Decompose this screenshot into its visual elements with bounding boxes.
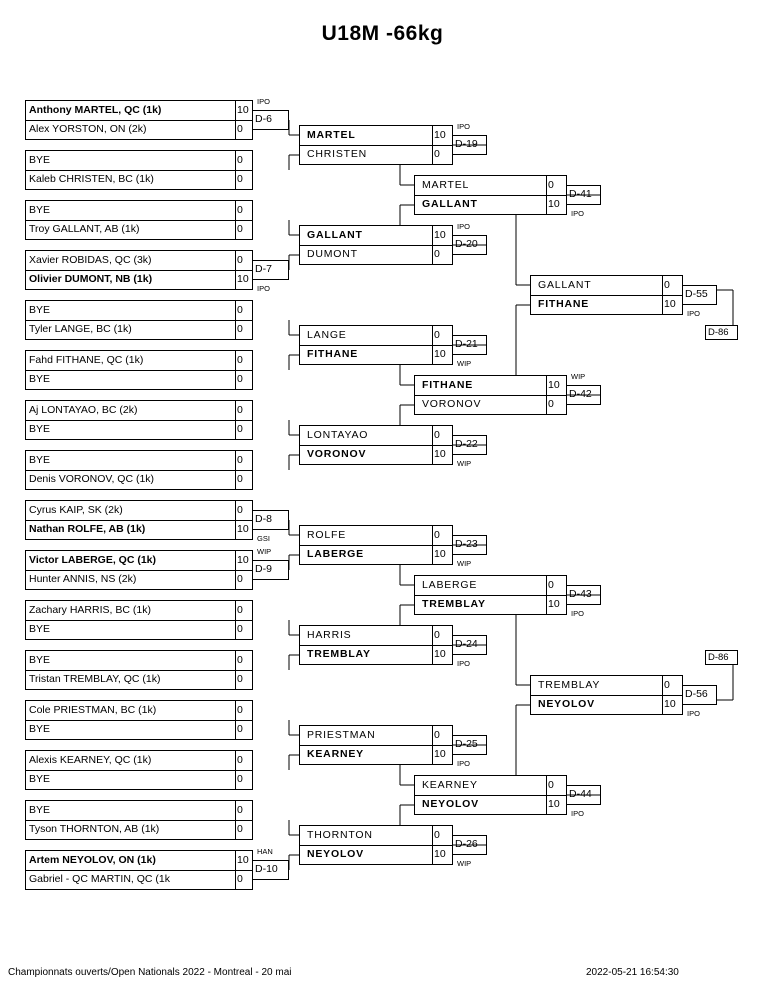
match-code[interactable]: D-9 (255, 563, 272, 575)
competitor-name[interactable]: GALLANT (422, 198, 478, 210)
competitor-score: 0 (237, 473, 243, 485)
row-divider (26, 220, 252, 221)
match-code-frame (253, 560, 289, 580)
match-box (414, 775, 567, 815)
match-code[interactable]: D-24 (455, 638, 478, 650)
match-code-frame (453, 235, 487, 255)
match-box (299, 325, 453, 365)
row-divider (26, 570, 252, 571)
match-code-frame (453, 835, 487, 855)
competitor-name[interactable]: ROLFE (307, 529, 347, 541)
match-box (25, 800, 253, 840)
match-box (299, 125, 453, 165)
competitor-score: 0 (237, 254, 243, 266)
competitor-score: 0 (237, 873, 243, 885)
score-divider (235, 101, 236, 139)
competitor-score: 10 (664, 298, 676, 310)
score-divider (235, 851, 236, 889)
result-tag: WIP (457, 459, 472, 468)
score-divider (235, 301, 236, 339)
score-divider (546, 776, 547, 814)
competitor-score: 10 (434, 348, 446, 360)
competitor-score: 10 (664, 698, 676, 710)
result-tag: HAN (257, 847, 273, 856)
match-box (299, 625, 453, 665)
row-divider (415, 395, 566, 396)
match-code-frame (567, 785, 601, 805)
competitor-score: 0 (237, 404, 243, 416)
row-divider (300, 845, 452, 846)
competitor-name[interactable]: Tristan TREMBLAY, QC (1k) (29, 673, 161, 685)
competitor-score: 0 (237, 373, 243, 385)
side-ref-box[interactable]: D-86 (705, 325, 738, 340)
match-box (25, 750, 253, 790)
row-divider (26, 120, 252, 121)
competitor-score: 0 (237, 773, 243, 785)
competitor-score: 0 (237, 654, 243, 666)
competitor-name[interactable]: FITHANE (422, 379, 474, 391)
competitor-name[interactable]: TREMBLAY (307, 648, 371, 660)
competitor-score: 10 (434, 548, 446, 560)
competitor-name[interactable]: BYE (29, 454, 51, 466)
score-divider (432, 226, 433, 264)
competitor-name[interactable]: VORONOV (422, 398, 482, 410)
competitor-name[interactable]: BYE (29, 723, 51, 735)
competitor-name[interactable]: Denis VORONOV, QC (1k) (29, 473, 155, 485)
match-box (25, 500, 253, 540)
result-tag: WIP (257, 547, 272, 556)
result-tag: IPO (571, 609, 584, 618)
match-code-frame (453, 135, 487, 155)
competitor-score: 0 (237, 723, 243, 735)
score-divider (432, 626, 433, 664)
competitor-score: 0 (434, 248, 440, 260)
match-code[interactable]: D-6 (255, 113, 272, 125)
competitor-score: 10 (237, 554, 249, 566)
competitor-name[interactable]: BYE (29, 373, 51, 385)
competitor-score: 0 (237, 754, 243, 766)
match-code-frame (453, 535, 487, 555)
match-code-frame (683, 685, 717, 705)
competitor-score: 10 (237, 104, 249, 116)
row-divider (26, 420, 252, 421)
row-divider (300, 345, 452, 346)
competitor-name[interactable]: THORNTON (307, 829, 373, 841)
competitor-score: 0 (237, 573, 243, 585)
competitor-score: 10 (434, 448, 446, 460)
competitor-name[interactable]: Alex YORSTON, ON (2k) (29, 123, 147, 135)
match-code[interactable]: D-25 (455, 738, 478, 750)
competitor-name[interactable]: Cole PRIESTMAN, BC (1k) (29, 704, 157, 716)
competitor-name[interactable]: CHRISTEN (307, 148, 368, 160)
competitor-name[interactable]: FITHANE (307, 348, 359, 360)
row-divider (26, 720, 252, 721)
match-box (299, 425, 453, 465)
match-code[interactable]: D-43 (569, 588, 592, 600)
competitor-name[interactable]: PRIESTMAN (307, 729, 376, 741)
match-box (25, 600, 253, 640)
match-code-frame (453, 635, 487, 655)
competitor-name[interactable]: BYE (29, 423, 51, 435)
competitor-name[interactable]: BYE (29, 654, 51, 666)
competitor-name[interactable]: Xavier ROBIDAS, QC (3k) (29, 254, 152, 266)
page-title: U18M -66kg (321, 22, 444, 45)
competitor-name[interactable]: Aj LONTAYAO, BC (2k) (29, 404, 138, 416)
competitor-score: 0 (237, 323, 243, 335)
result-tag: IPO (457, 759, 470, 768)
competitor-name[interactable]: TREMBLAY (538, 679, 601, 691)
competitor-name[interactable]: Hunter ANNIS, NS (2k) (29, 573, 137, 585)
competitor-score: 0 (237, 504, 243, 516)
match-code-frame (453, 435, 487, 455)
competitor-name[interactable]: HARRIS (307, 629, 352, 641)
score-divider (432, 726, 433, 764)
competitor-score: 0 (434, 329, 440, 341)
match-code-frame (567, 585, 601, 605)
match-box (25, 200, 253, 240)
competitor-name[interactable]: BYE (29, 623, 51, 635)
competitor-score: 0 (237, 454, 243, 466)
competitor-name[interactable]: NEYOLOV (422, 798, 479, 810)
competitor-score: 10 (434, 648, 446, 660)
result-tag: IPO (571, 809, 584, 818)
match-box (25, 350, 253, 390)
match-box (299, 725, 453, 765)
competitor-name[interactable]: LABERGE (307, 548, 364, 560)
score-divider (432, 826, 433, 864)
competitor-name[interactable]: LABERGE (422, 579, 478, 591)
match-code-frame (253, 260, 289, 280)
competitor-name[interactable]: NEYOLOV (307, 848, 364, 860)
row-divider (26, 520, 252, 521)
competitor-score: 0 (434, 529, 440, 541)
competitor-score: 0 (237, 154, 243, 166)
score-divider (546, 376, 547, 414)
score-divider (235, 451, 236, 489)
result-tag: IPO (457, 122, 470, 131)
footer-event: Championnats ouverts/Open Nationals 2022 - Montreal - 20 mai (8, 967, 292, 978)
row-divider (26, 620, 252, 621)
score-divider (546, 176, 547, 214)
competitor-score: 0 (434, 148, 440, 160)
competitor-score: 10 (548, 198, 560, 210)
result-tag: IPO (571, 209, 584, 218)
row-divider (26, 820, 252, 821)
match-box (25, 850, 253, 890)
match-code-frame (253, 110, 289, 130)
result-tag: GSI (257, 534, 270, 543)
match-code[interactable]: D-8 (255, 513, 272, 525)
competitor-score: 10 (548, 379, 560, 391)
competitor-name[interactable]: Artem NEYOLOV, ON (1k) (29, 854, 156, 866)
competitor-name[interactable]: BYE (29, 804, 51, 816)
competitor-name[interactable]: Gabriel - QC MARTIN, QC (1k (29, 873, 170, 885)
match-box (299, 825, 453, 865)
competitor-score: 10 (434, 848, 446, 860)
competitor-score: 0 (237, 673, 243, 685)
competitor-name[interactable]: Troy GALLANT, AB (1k) (29, 223, 140, 235)
row-divider (415, 595, 566, 596)
match-box (25, 150, 253, 190)
competitor-score: 0 (237, 304, 243, 316)
competitor-score: 10 (434, 129, 446, 141)
competitor-name[interactable]: KEARNEY (422, 779, 478, 791)
score-divider (235, 551, 236, 589)
competitor-name[interactable]: DUMONT (307, 248, 358, 260)
row-divider (26, 870, 252, 871)
competitor-name[interactable]: Alexis KEARNEY, QC (1k) (29, 754, 152, 766)
score-divider (235, 701, 236, 739)
score-divider (432, 326, 433, 364)
competitor-name[interactable]: VORONOV (307, 448, 367, 460)
competitor-score: 0 (664, 679, 670, 691)
score-divider (235, 751, 236, 789)
match-code-frame (253, 860, 289, 880)
competitor-score: 10 (237, 273, 249, 285)
row-divider (300, 245, 452, 246)
row-divider (531, 295, 682, 296)
competitor-score: 10 (434, 748, 446, 760)
match-box (414, 575, 567, 615)
match-code[interactable]: D-55 (685, 288, 708, 300)
competitor-name[interactable]: TREMBLAY (422, 598, 486, 610)
row-divider (26, 270, 252, 271)
row-divider (300, 645, 452, 646)
score-divider (235, 151, 236, 189)
competitor-score: 0 (237, 604, 243, 616)
result-tag: IPO (457, 659, 470, 668)
match-code[interactable]: D-41 (569, 188, 592, 200)
competitor-score: 0 (434, 629, 440, 641)
score-divider (432, 126, 433, 164)
match-code[interactable]: D-7 (255, 263, 272, 275)
competitor-score: 10 (237, 854, 249, 866)
row-divider (26, 470, 252, 471)
competitor-score: 10 (237, 523, 249, 535)
competitor-name[interactable]: Tyson THORNTON, AB (1k) (29, 823, 160, 835)
competitor-name[interactable]: Victor LABERGE, QC (1k) (29, 554, 156, 566)
competitor-score: 0 (237, 123, 243, 135)
result-tag: WIP (571, 372, 586, 381)
competitor-score: 10 (548, 798, 560, 810)
score-divider (235, 401, 236, 439)
match-box (25, 300, 253, 340)
competitor-score: 0 (434, 729, 440, 741)
competitor-score: 0 (237, 173, 243, 185)
result-tag: IPO (687, 309, 700, 318)
match-box (414, 375, 567, 415)
side-ref-box[interactable]: D-86 (705, 650, 738, 665)
result-tag: IPO (457, 222, 470, 231)
match-code-frame (453, 735, 487, 755)
competitor-score: 0 (237, 804, 243, 816)
match-code[interactable]: D-56 (685, 688, 708, 700)
competitor-score: 10 (548, 598, 560, 610)
competitor-name[interactable]: LONTAYAO (307, 429, 369, 441)
score-divider (235, 601, 236, 639)
match-box (299, 225, 453, 265)
match-code-frame (683, 285, 717, 305)
row-divider (300, 745, 452, 746)
match-code-frame (567, 185, 601, 205)
competitor-name[interactable]: GALLANT (307, 229, 363, 241)
match-code-frame (567, 385, 601, 405)
footer-timestamp: 2022-05-21 16:54:30 (586, 967, 679, 978)
competitor-score: 0 (548, 779, 554, 791)
match-code-frame (253, 510, 289, 530)
match-code[interactable]: D-44 (569, 788, 592, 800)
competitor-score: 0 (548, 579, 554, 591)
competitor-name[interactable]: NEYOLOV (538, 698, 595, 710)
score-divider (546, 576, 547, 614)
competitor-name[interactable]: MARTEL (307, 129, 356, 141)
competitor-name[interactable]: Zachary HARRIS, BC (1k) (29, 604, 151, 616)
score-divider (235, 201, 236, 239)
row-divider (531, 695, 682, 696)
score-divider (235, 501, 236, 539)
row-divider (26, 770, 252, 771)
competitor-name[interactable]: BYE (29, 773, 51, 785)
competitor-name[interactable]: Tyler LANGE, BC (1k) (29, 323, 132, 335)
score-divider (235, 801, 236, 839)
row-divider (26, 670, 252, 671)
match-code[interactable]: D-22 (455, 438, 478, 450)
match-box (530, 275, 683, 315)
competitor-name[interactable]: LANGE (307, 329, 347, 341)
row-divider (300, 145, 452, 146)
match-box (25, 400, 253, 440)
competitor-score: 0 (434, 429, 440, 441)
match-code[interactable]: D-21 (455, 338, 478, 350)
match-box (25, 700, 253, 740)
competitor-score: 0 (237, 823, 243, 835)
competitor-name[interactable]: KEARNEY (307, 748, 364, 760)
score-divider (235, 351, 236, 389)
match-box (299, 525, 453, 565)
competitor-score: 0 (548, 398, 554, 410)
match-box (25, 250, 253, 290)
result-tag: WIP (457, 559, 472, 568)
result-tag: WIP (457, 859, 472, 868)
match-code-frame (453, 335, 487, 355)
competitor-name[interactable]: Cyrus KAIP, SK (2k) (29, 504, 123, 516)
competitor-score: 0 (237, 704, 243, 716)
competitor-score: 0 (237, 204, 243, 216)
competitor-score: 0 (434, 829, 440, 841)
competitor-score: 0 (237, 423, 243, 435)
result-tag: IPO (687, 709, 700, 718)
score-divider (432, 526, 433, 564)
competitor-score: 10 (434, 229, 446, 241)
score-divider (662, 276, 663, 314)
match-code[interactable]: D-19 (455, 138, 478, 150)
competitor-name[interactable]: BYE (29, 204, 51, 216)
competitor-score: 0 (237, 223, 243, 235)
row-divider (415, 795, 566, 796)
match-code[interactable]: D-20 (455, 238, 478, 250)
competitor-name[interactable]: Kaleb CHRISTEN, BC (1k) (29, 173, 154, 185)
row-divider (26, 170, 252, 171)
match-code[interactable]: D-42 (569, 388, 592, 400)
row-divider (300, 445, 452, 446)
result-tag: IPO (257, 284, 270, 293)
row-divider (300, 545, 452, 546)
score-divider (235, 651, 236, 689)
score-divider (432, 426, 433, 464)
match-box (414, 175, 567, 215)
match-code[interactable]: D-23 (455, 538, 478, 550)
row-divider (415, 195, 566, 196)
competitor-name[interactable]: Nathan ROLFE, AB (1k) (29, 523, 146, 535)
match-box (25, 100, 253, 140)
competitor-name[interactable]: Fahd FITHANE, QC (1k) (29, 354, 144, 366)
competitor-score: 0 (548, 179, 554, 191)
row-divider (26, 320, 252, 321)
competitor-score: 0 (237, 354, 243, 366)
match-code[interactable]: D-10 (255, 863, 278, 875)
competitor-name[interactable]: Anthony MARTEL, QC (1k) (29, 104, 162, 116)
match-box (25, 550, 253, 590)
match-code[interactable]: D-26 (455, 838, 478, 850)
match-box (25, 650, 253, 690)
score-divider (235, 251, 236, 289)
result-tag: WIP (457, 359, 472, 368)
score-divider (662, 676, 663, 714)
competitor-score: 0 (664, 279, 670, 291)
row-divider (26, 370, 252, 371)
competitor-name[interactable]: BYE (29, 304, 51, 316)
match-box (530, 675, 683, 715)
match-box (25, 450, 253, 490)
competitor-name[interactable]: Olivier DUMONT, NB (1k) (29, 273, 153, 285)
competitor-name[interactable]: MARTEL (422, 179, 470, 191)
competitor-score: 0 (237, 623, 243, 635)
competitor-name[interactable]: BYE (29, 154, 51, 166)
competitor-name[interactable]: FITHANE (538, 298, 590, 310)
competitor-name[interactable]: GALLANT (538, 279, 592, 291)
result-tag: IPO (257, 97, 270, 106)
